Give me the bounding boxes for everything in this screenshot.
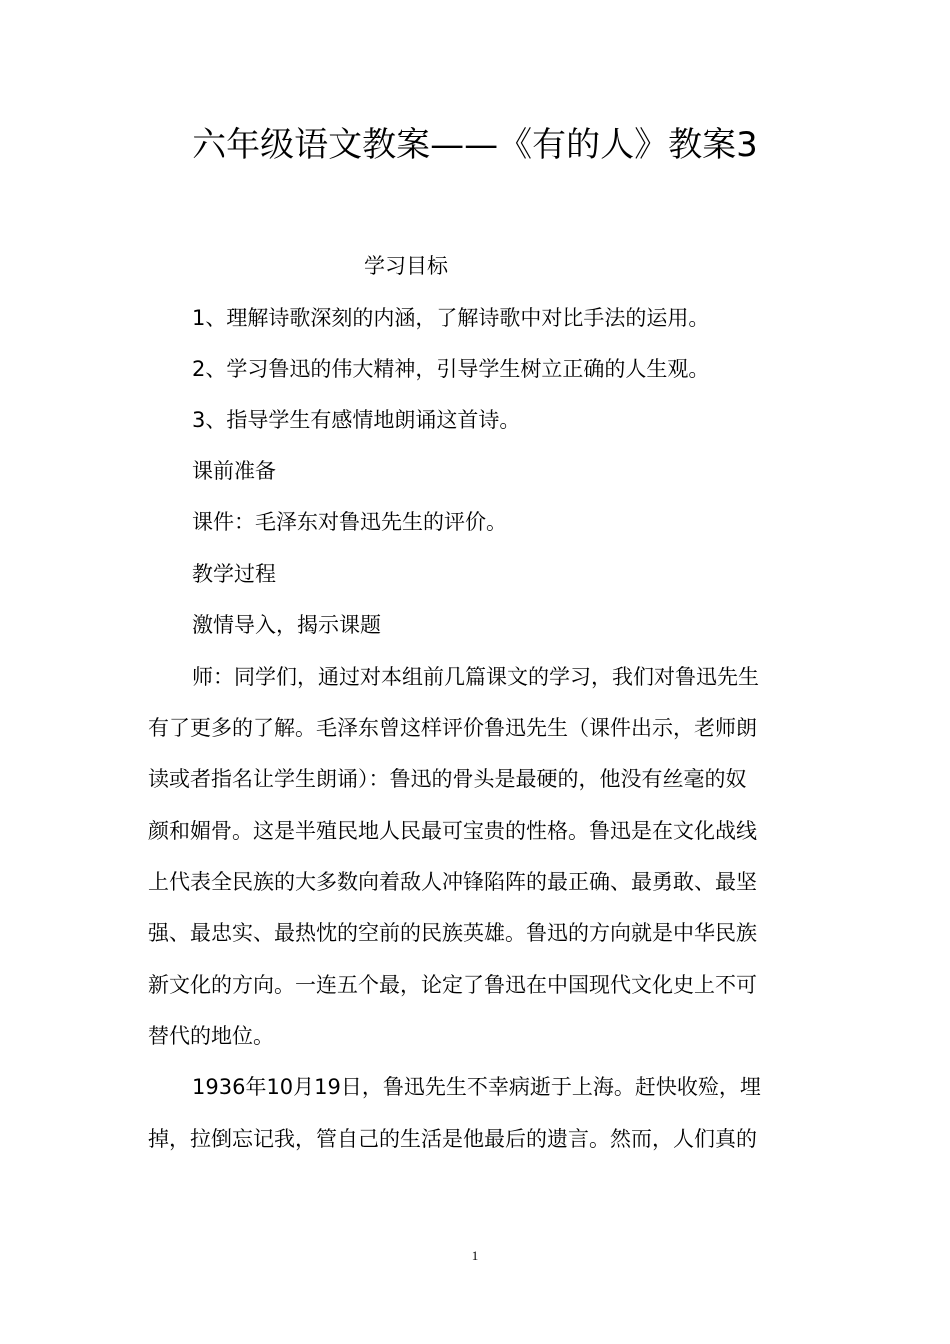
paragraph-1-line-1: 师：同学们，通过对本组前几篇课文的学习，我们对鲁迅先生 (192, 665, 759, 689)
paragraph-1-line-7: 新文化的方向。一连五个最，论定了鲁迅在中国现代文化史上不可 (148, 973, 757, 997)
paragraph-1-line-5: 上代表全民族的大多数向着敌人冲锋陷阵的最正确、最勇敢、最坚 (148, 870, 757, 894)
objective-item-3: 3、指导学生有感情地朗诵这首诗。 (192, 408, 521, 432)
section-heading-process: 教学过程 (192, 562, 276, 586)
section-heading-preparation: 课前准备 (192, 459, 276, 483)
paragraph-1-line-4: 颜和媚骨。这是半殖民地人民最可宝贵的性格。鲁迅是在文化战线 (148, 819, 757, 843)
paragraph-1-line-2: 有了更多的了解。毛泽东曾这样评价鲁迅先生（课件出示，老师朗 (148, 716, 757, 740)
section-heading-objectives: 学习目标 (364, 254, 448, 278)
paragraph-1-line-8: 替代的地位。 (148, 1024, 274, 1048)
objective-item-2: 2、学习鲁迅的伟大精神，引导学生树立正确的人生观。 (192, 357, 710, 381)
paragraph-2-line-2: 掉，拉倒忘记我，管自己的生活是他最后的遗言。然而，人们真的 (148, 1127, 757, 1151)
paragraph-2-line-1: 1936年10月19日，鲁迅先生不幸病逝于上海。赶快收殓，埋 (192, 1075, 761, 1099)
page-number: 1 (471, 1248, 479, 1263)
document-title: 六年级语文教案——《有的人》教案3 (192, 125, 758, 165)
paragraph-1-line-3: 读或者指名让学生朗诵）：鲁迅的骨头是最硬的，他没有丝毫的奴 (148, 767, 747, 791)
preparation-item: 课件：毛泽东对鲁迅先生的评价。 (192, 510, 507, 534)
objective-item-1: 1、理解诗歌深刻的内涵，了解诗歌中对比手法的运用。 (192, 306, 710, 330)
subsection-heading-intro: 激情导入，揭示课题 (192, 613, 381, 637)
paragraph-1-line-6: 强、最忠实、最热忱的空前的民族英雄。鲁迅的方向就是中华民族 (148, 921, 757, 945)
